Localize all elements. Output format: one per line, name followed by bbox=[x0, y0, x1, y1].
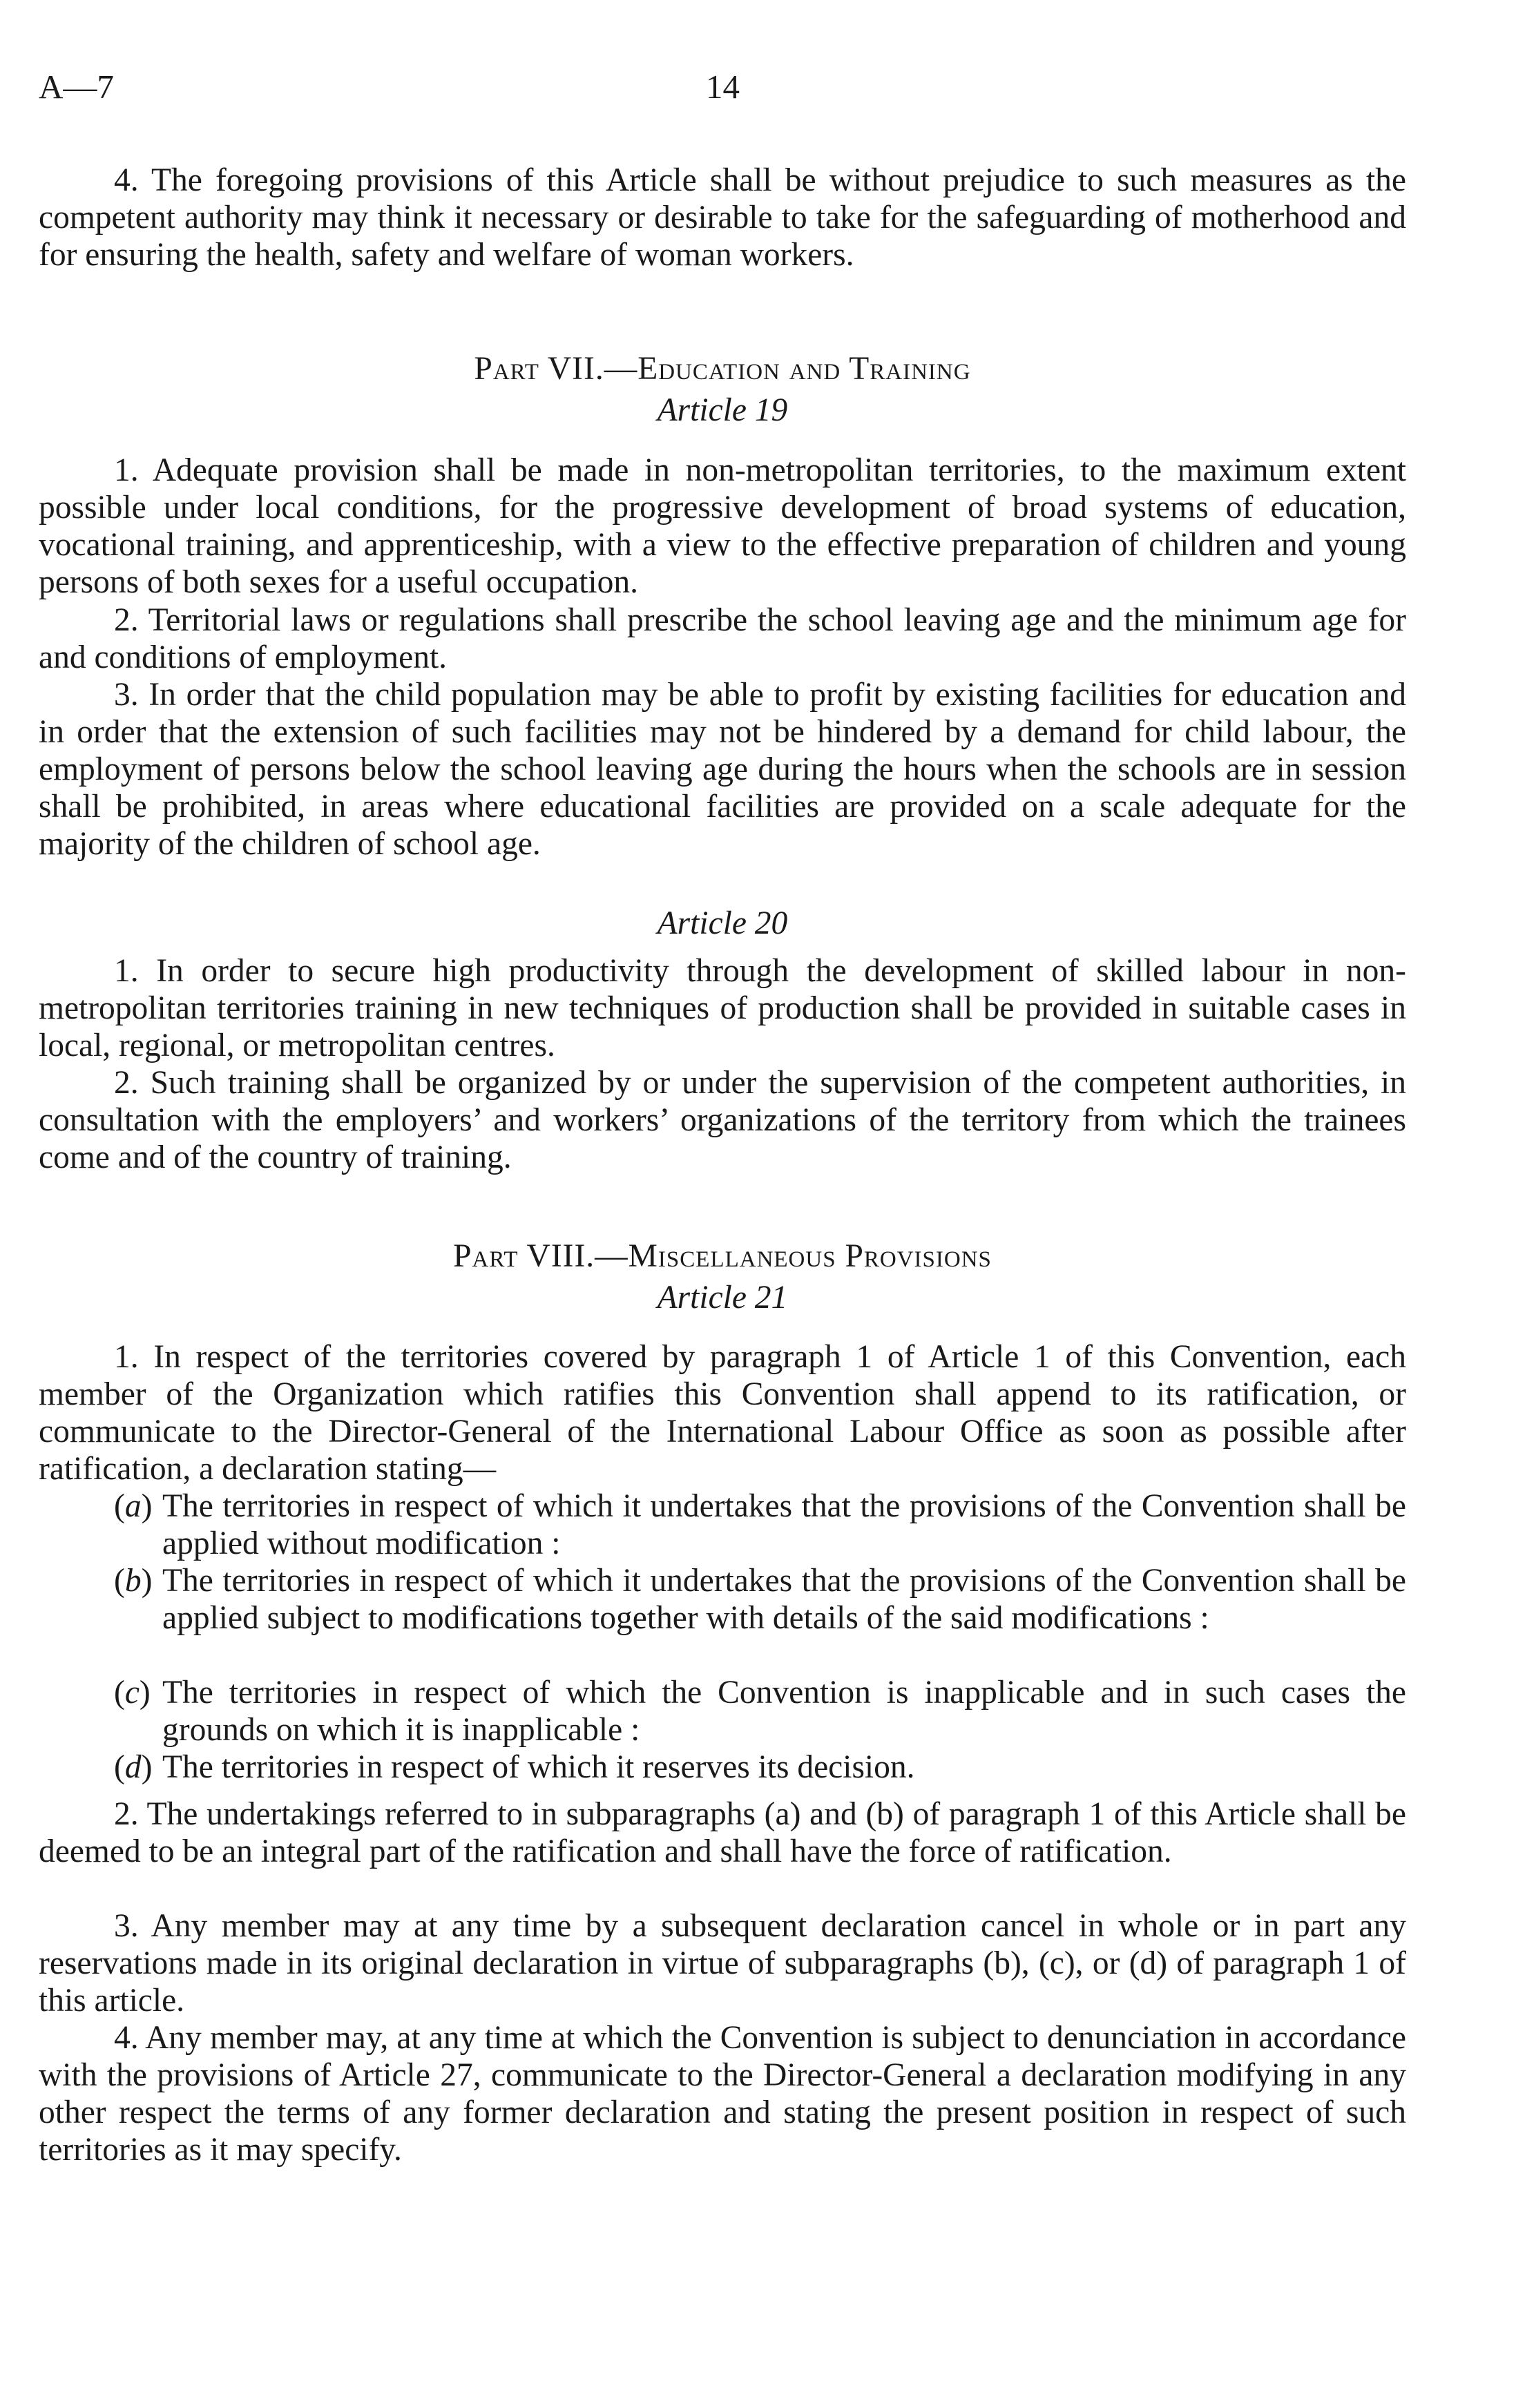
article-21-paragraph-3: 3. Any member may at any time by a subsequent declaration cancel in whole or in part any reservations made in its original declaration in virtue of subparagraphs (b), (c), or (d) of paragraph 1 of this article. bbox=[39, 1908, 1406, 2019]
header-reference: A—7 bbox=[39, 68, 114, 106]
article-21-title: Article 21 bbox=[657, 1280, 788, 1316]
article-21-paragraph-4: 4. Any member may, at any time at which the Convention is subject to denunciation in accordance with the provisions of Article 27, communicate to the Director-General a declaration modifying in any other respect the terms of any former declaration and stating the present position in respect of such territories as it may specify. bbox=[39, 2020, 1406, 2168]
article-21-paragraph-2: 2. The undertakings referred to in subparagraphs (a) and (b) of paragraph 1 of this Article shall be deemed to be an integral part of the ratification and shall have the force of ratification. bbox=[39, 1796, 1406, 1869]
part-8-heading: Part VIII.—Miscellaneous Provisions bbox=[453, 1238, 992, 1274]
item-label-a: (a) bbox=[114, 1488, 153, 1524]
article-21-item-d: (d) The territories in respect of which it reserves its decision. bbox=[114, 1749, 915, 1785]
article-19-paragraph-3: 3. In order that the child population may be able to profit by existing facilities for education and in order that the extension of such facilities may not be hindered by a demand for child labour, the employment of persons below the school leaving age during the hours when the schools are in session shall be prohibited, in areas where educational facilities are provided on a scale adequate for the majority of the children of school age. bbox=[39, 677, 1406, 862]
page-number: 14 bbox=[706, 68, 740, 106]
article-20-paragraph-2: 2. Such training shall be organized by or under the supervision of the competent authorities, in consultation with the employers’ and workers’ organizations of the territory from which the trainees come and of the country of training. bbox=[39, 1065, 1406, 1175]
article-19-paragraph-2: 2. Territorial laws or regulations shall prescribe the school leaving age and the minimum age for and conditions of employment. bbox=[39, 602, 1406, 675]
article-20-paragraph-1: 1. In order to secure high productivity through the development of skilled labour in non-metropolitan territories training in new techniques of production shall be provided in suitable cases in local, regional, or metropolitan centres. bbox=[39, 953, 1406, 1063]
article-21-paragraph-1: 1. In respect of the territories covered by paragraph 1 of Article 1 of this Convention, each member of the Organization which ratifies this Convention shall append to its ratification, or communicate to the Director-General of the International Labour Office as soon as possible after ratification, a declaration stating— bbox=[39, 1339, 1406, 1487]
article-21-item-b: (b) The territories in respect of which it undertakes that the provisions of the Convention shall be applied subject to modifications together with details of the said modifications : bbox=[114, 1563, 1406, 1636]
article-21-item-c: (c) The territories in respect of which the Convention is inapplicable and in such cases the grounds on which it is inapplicable : bbox=[114, 1675, 1406, 1748]
item-label-d: (d) bbox=[114, 1749, 153, 1785]
item-label-c: (c) bbox=[114, 1675, 151, 1711]
item-label-b: (b) bbox=[114, 1563, 153, 1599]
part-7-heading: Part VII.—Education and Training bbox=[474, 351, 971, 387]
article-20-title: Article 20 bbox=[657, 905, 788, 941]
article-19-paragraph-1: 1. Adequate provision shall be made in non-metropolitan territories, to the maximum extent possible under local conditions, for the progressive development of broad systems of education, vocational training, and apprenticeship, with a view to the effective preparation of children and young persons of both sexes for a useful occupation. bbox=[39, 452, 1406, 600]
article-18-paragraph-4: 4. The foregoing provisions of this Article shall be without prejudice to such measures as the competent authority may think it necessary or desirable to take for the safeguarding of motherhood and for ensuring the health, safety and welfare of woman workers. bbox=[39, 162, 1406, 273]
article-19-title: Article 19 bbox=[657, 392, 788, 428]
article-21-item-a: (a) The territories in respect of which it undertakes that the provisions of the Convention shall be applied without modification : bbox=[114, 1488, 1406, 1561]
